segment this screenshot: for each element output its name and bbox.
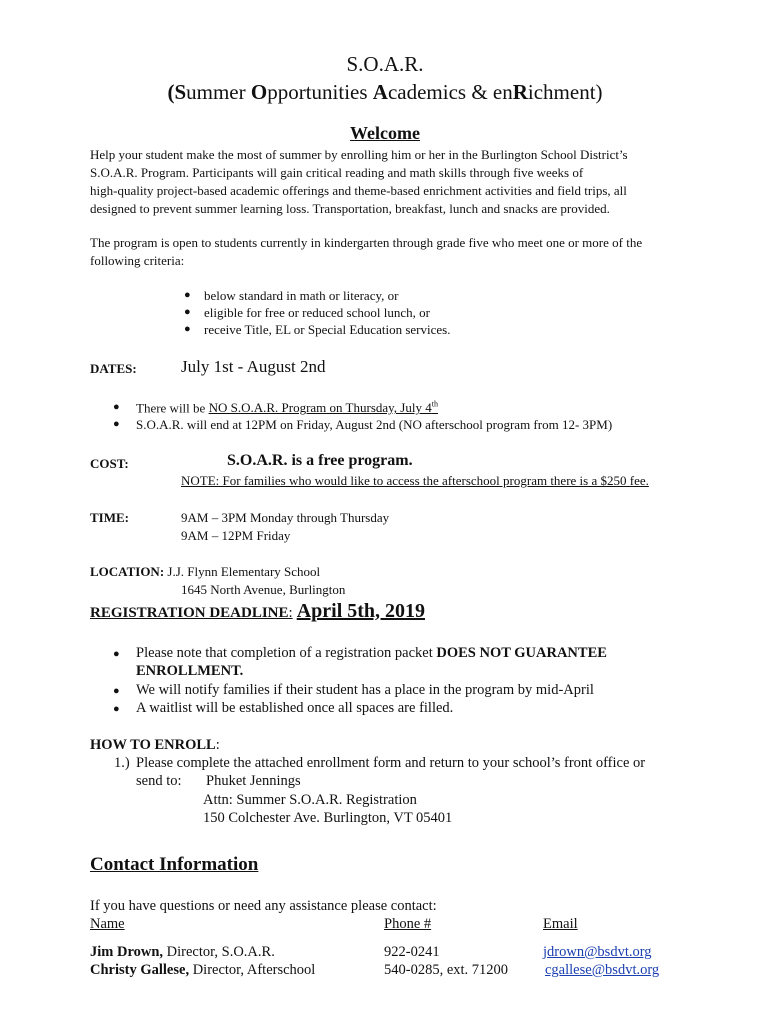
bullet-icon: ● [184, 323, 191, 335]
contact-row-name: Christy Gallese, Director, Afterschool [90, 962, 316, 978]
cost-note: NOTE: For families who would like to access the afterschool program there is a $250 fee. [181, 473, 649, 488]
intro-line-2: S.O.A.R. Program. Participants will gain critical reading and math skills through five weeks of [90, 165, 584, 180]
location-row [90, 564, 320, 580]
registration-note-guarantee-cont: ENROLLMENT. [136, 663, 244, 679]
dates-label: DATES: [90, 361, 137, 376]
registration-note-notify: We will notify families if their student has a place in the program by mid-April [136, 682, 594, 698]
contact-email-link[interactable]: cgallese@bsdvt.org [545, 962, 660, 978]
program-full-name [0, 80, 770, 105]
title-text: ichment) [527, 80, 603, 104]
bullet-icon: ● [113, 648, 120, 660]
program-acronym: S.O.A.R. [346, 52, 424, 76]
title-initial: S [174, 80, 187, 104]
time-label: TIME: [90, 510, 129, 525]
bullet-icon: ● [113, 418, 120, 430]
registration-note-guarantee: Please note that completion of a registration packet DOES NOT GUARANTEE [136, 645, 607, 661]
registration-deadline-row: REGISTRATION DEADLINE: April 5th, 2019 [90, 600, 426, 622]
bullet-icon: ● [113, 685, 120, 697]
dates-value: July 1st - August 2nd [181, 357, 326, 376]
contact-row-name: Jim Drown, Director, S.O.A.R. [90, 944, 275, 960]
title-text: pportunities [267, 80, 373, 104]
eligibility-line-1: The program is open to students currently in kindergarten through grade five who meet one or more of the [90, 235, 643, 250]
dates-note-end: S.O.A.R. will end at 12PM on Friday, August 2nd (NO afterschool program from 12- 3PM) [136, 417, 613, 432]
eligibility-line-2: following criteria: [90, 253, 185, 268]
contact-heading: Contact Information [90, 854, 259, 875]
location-line-1: J.J. Flynn Elementary School [167, 564, 321, 579]
bullet-icon: ● [184, 306, 191, 318]
contact-intro: If you have questions or need any assistance please contact: [90, 898, 437, 914]
criteria-item: below standard in math or literacy, or [204, 288, 399, 303]
dates-note-holiday [136, 400, 438, 416]
contact-column-name: Name [90, 916, 125, 932]
bullet-icon: ● [184, 289, 191, 301]
title-initial: A [372, 80, 388, 104]
intro-line-4: designed to prevent summer learning loss. Transportation, breakfast, lunch and snacks are provided. [90, 201, 610, 216]
dates-note-underlined: NO S.O.A.R. Program on Thursday, July 4th [208, 400, 438, 416]
registration-deadline-label: REGISTRATION DEADLINE [90, 605, 289, 621]
criteria-item: receive Title, EL or Special Education services. [204, 322, 451, 337]
contact-column-phone: Phone # [384, 916, 432, 932]
title-text: ummer [186, 80, 251, 104]
contact-email-link[interactable]: jdrown@bsdvt.org [543, 944, 652, 960]
enroll-step-number: 1.) [114, 755, 130, 771]
location-label: LOCATION: [90, 564, 165, 579]
enroll-send-to: send to: [136, 773, 182, 789]
contact-row-phone: 540-0285, ext. 71200 [384, 962, 509, 978]
enroll-address-name: Phuket Jennings [206, 773, 301, 789]
intro-line-3: high-quality project-based academic offerings and theme-based enrichment activities and field trips, all [90, 183, 627, 198]
enroll-step-text: Please complete the attached enrollment form and return to your school’s front office or [136, 755, 646, 771]
cost-label: COST: [90, 456, 129, 471]
criteria-item: eligible for free or reduced school lunch, or [204, 305, 430, 320]
intro-line-1: Help your student make the most of summer by enrolling him or her in the Burlington School District’s [90, 147, 628, 162]
contact-column-email: Email [543, 916, 578, 932]
time-line-2: 9AM – 12PM Friday [181, 528, 291, 543]
bullet-icon: ● [113, 401, 120, 413]
cost-value: S.O.A.R. is a free program. [227, 452, 413, 469]
title-text: cademics & en [387, 80, 513, 104]
enroll-address-street: 150 Colchester Ave. Burlington, VT 05401 [203, 810, 453, 826]
title-initial: O [250, 80, 268, 104]
registration-note-waitlist: A waitlist will be established once all spaces are filled. [136, 700, 454, 716]
registration-deadline-date: April 5th, 2019 [296, 600, 426, 622]
title-initial: ( [167, 80, 175, 104]
enroll-address-attn: Attn: Summer S.O.A.R. Registration [203, 792, 417, 808]
location-line-2: 1645 North Avenue, Burlington [181, 582, 346, 597]
title-initial: R [512, 80, 528, 104]
contact-row-phone: 922-0241 [384, 944, 440, 960]
how-to-enroll-heading: HOW TO ENROLL: [90, 737, 220, 753]
bullet-icon: ● [113, 703, 120, 715]
dates-note-prefix: There will be [136, 400, 209, 416]
welcome-heading: Welcome [350, 123, 420, 143]
time-line-1: 9AM – 3PM Monday through Thursday [181, 510, 390, 525]
